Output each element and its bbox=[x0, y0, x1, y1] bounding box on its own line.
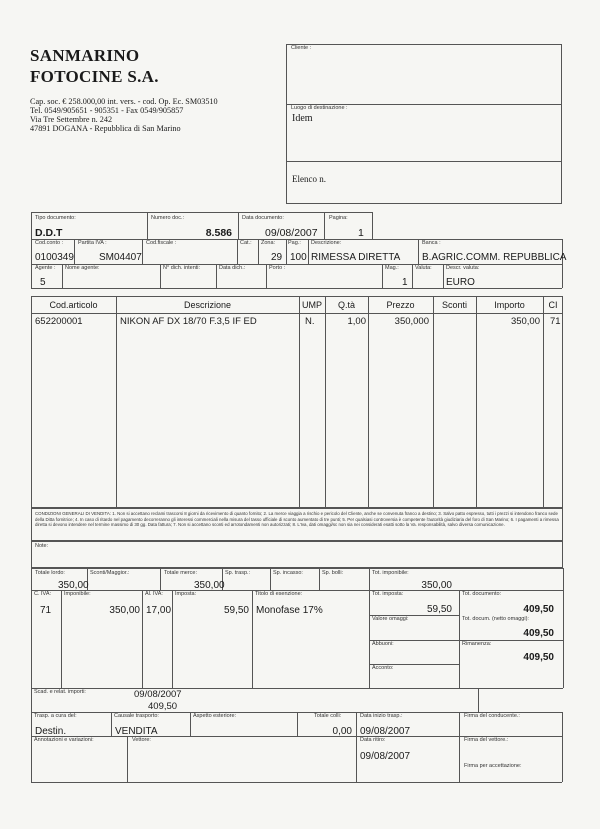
spincasso-label: Sp. incasso: bbox=[273, 570, 303, 576]
recipient-box bbox=[286, 44, 562, 204]
piva-label: Partita IVA : bbox=[78, 240, 107, 246]
pagina-value: 1 bbox=[358, 227, 364, 239]
scadenze-amount: 409,50 bbox=[148, 701, 178, 712]
header-codarticolo: Cod.articolo bbox=[49, 300, 98, 310]
banca-value: B.AGRIC.COMM. REPUBBLICA bbox=[422, 252, 567, 263]
header-qta: Q.tà bbox=[337, 300, 355, 310]
totdoc-value: 409,50 bbox=[523, 604, 554, 615]
annotazioni-label: Annotazioni e variazioni: bbox=[34, 737, 94, 743]
causale-value: VENDITA bbox=[115, 726, 158, 737]
imponibile-label: Imponibile: bbox=[64, 591, 91, 597]
company-name-line1: SANMARINO bbox=[30, 46, 140, 65]
pag-label: Pag.: bbox=[288, 240, 301, 246]
row-ci: 71 bbox=[550, 316, 561, 327]
cat-label: Cat.: bbox=[240, 240, 252, 246]
imposta-label: Imposta: bbox=[175, 591, 197, 597]
header-sconti: Sconti bbox=[441, 300, 467, 310]
imponibile-value: 350,00 bbox=[109, 605, 140, 616]
row-qta: 1,00 bbox=[347, 316, 366, 327]
codconto-label: Cod.conto : bbox=[35, 240, 64, 246]
aliva-value: 17,00 bbox=[146, 605, 172, 616]
zona-label: Zona: bbox=[261, 240, 276, 246]
trasp-label: Trasp. a cura del: bbox=[34, 713, 77, 719]
agente-value: 5 bbox=[40, 277, 46, 288]
header-prezzo: Prezzo bbox=[386, 300, 415, 310]
totlordo-label: Totale lordo: bbox=[35, 570, 65, 576]
company-info-phone: Tel. 0549/905651 - 905351 - Fax 0549/905857 bbox=[30, 106, 184, 115]
titolo-value: Monofase 17% bbox=[256, 605, 323, 616]
conducente-label: Firma del conducente.: bbox=[464, 713, 520, 719]
codconto-value: 0100349 bbox=[35, 252, 74, 263]
scadenze-date: 09/08/2007 bbox=[134, 689, 182, 700]
data-doc-value: 09/08/2007 bbox=[265, 227, 318, 239]
colli-value: 0,00 bbox=[332, 726, 352, 737]
agente-label: Agente : bbox=[35, 265, 56, 271]
pagina-label: Pagina: bbox=[329, 215, 348, 221]
causale-label: Causale trasporto: bbox=[114, 713, 159, 719]
company-name-line2: FOTOCINE S.A. bbox=[30, 67, 159, 86]
codfiscale-label: Cod.fiscale : bbox=[146, 240, 177, 246]
abbuoni-label: Abbuoni: bbox=[372, 641, 394, 647]
aspetto-label: Aspetto esteriore: bbox=[193, 713, 237, 719]
descrizione-label: Descrizione: bbox=[311, 240, 342, 246]
totdocnetto-label: Tot. docum. (netto omaggi): bbox=[462, 616, 529, 622]
sptrasp-label: Sp. trasp.: bbox=[225, 570, 251, 576]
note-box bbox=[31, 541, 563, 568]
row-ump: N. bbox=[305, 316, 315, 327]
totdoc-label: Tot. documento: bbox=[462, 591, 502, 597]
acconto-label: Acconto: bbox=[372, 665, 394, 671]
totimponibile-label: Tot. imponibile: bbox=[372, 570, 409, 576]
nomeagente-label: Nome agente: bbox=[65, 265, 100, 271]
totimponibile-value: 350,00 bbox=[421, 580, 452, 591]
inizio-value: 09/08/2007 bbox=[360, 726, 411, 737]
totlordo-value: 350,00 bbox=[58, 580, 89, 591]
company-info-city: 47891 DOGANA - Repubblica di San Marino bbox=[30, 124, 181, 133]
zona-value: 29 bbox=[271, 252, 283, 263]
sconti-maggior-label: Sconti/Maggior.: bbox=[90, 570, 130, 576]
datadich-label: Data dich.: bbox=[219, 265, 246, 271]
banca-label: Banca : bbox=[422, 240, 441, 246]
header-ump: UMP bbox=[302, 300, 322, 310]
note-label: Note: bbox=[35, 543, 49, 549]
tipo-label: Tipo documento: bbox=[35, 215, 76, 221]
colli-label: Totale colli: bbox=[314, 713, 342, 719]
row-descr: NIKON AF DX 18/70 F.3,5 IF ED bbox=[120, 316, 257, 327]
accettazione-label: Firma per accettazione: bbox=[464, 763, 522, 769]
numero-value: 8.586 bbox=[205, 227, 232, 239]
header-descrizione: Descrizione bbox=[183, 300, 232, 310]
civa-label: C. IVA: bbox=[34, 591, 52, 597]
conditions-text: CONDIZIONI GENERALI DI VENDITA: 1. Non si accettano reclami trascorsi 8 giorni da ricevimento di quanto fornito; 2. La merce viaggia a rischio e pericolo del Cliente, anche se convenuta franco a destino; 3. Salvo patto espresso, tutti i prezzi si intendono franco sede della Ditta fornitrice; 4. In caso di ritardo nel pagamento decorreranno gli interessi commerciali nella misura del tasso ufficiale di sconto aumentato di tre punti; 5. Per qualsiasi controversia è competente l'autorità giudiziaria del foro di San Marino; 6. I pagamenti a rimessa diretta si devono intendere nel termine massimo di 30 gg. Data fattura; 7. Non si accettano sconti ed arrotondamenti non autorizzati; 8. L'Iva, dati omaggi/sc non sia nei considerati esatti sotto la Va. responsabilità, salvo diversa comunicazione. bbox=[35, 511, 559, 527]
row-cod: 652200001 bbox=[35, 316, 83, 327]
rimanenza-value: 409,50 bbox=[523, 652, 554, 663]
totdocnetto-value: 409,50 bbox=[523, 628, 554, 639]
mag-value: 1 bbox=[402, 277, 408, 288]
civa-value: 71 bbox=[40, 605, 52, 616]
inizio-label: Data inizio trasp.: bbox=[360, 713, 403, 719]
luogo-value: Idem bbox=[292, 113, 313, 124]
data-doc-label: Data documento: bbox=[242, 215, 284, 221]
titolo-label: Titolo di esenzione: bbox=[255, 591, 303, 597]
dich-label: N° dich. intenti: bbox=[163, 265, 201, 271]
row-importo: 350,00 bbox=[510, 316, 540, 327]
totimposta-value: 59,50 bbox=[426, 604, 452, 615]
header-importo: Importo bbox=[494, 300, 525, 310]
porto-label: Porto : bbox=[269, 265, 286, 271]
items-table bbox=[31, 296, 563, 508]
valoreomaggi-label: Valore omaggi: bbox=[372, 616, 409, 622]
company-info-street: Via Tre Settembre n. 242 bbox=[30, 115, 113, 124]
spbolli-label: Sp. bolli: bbox=[322, 570, 344, 576]
header-ci: CI bbox=[548, 300, 558, 310]
scadenze-label: Scad. e relat. importi: bbox=[34, 689, 86, 695]
valuta-label: Valuta: bbox=[415, 265, 432, 271]
descrizione-value: RIMESSA DIRETTA bbox=[311, 252, 401, 263]
piva-value: SM04407 bbox=[99, 252, 142, 263]
ritiro-value: 09/08/2007 bbox=[360, 751, 411, 762]
totmerce-label: Totale merce: bbox=[164, 570, 198, 576]
trasp-value: Destin. bbox=[35, 726, 67, 737]
pag-value: 100 bbox=[290, 252, 307, 263]
cliente-label: Cliente : bbox=[291, 45, 312, 51]
row-prezzo: 350,000 bbox=[394, 316, 429, 327]
imposta-value: 59,50 bbox=[223, 605, 249, 616]
descrvaluta-label: Descr. valuta: bbox=[446, 265, 480, 271]
totimposta-label: Tot. imposta: bbox=[372, 591, 404, 597]
firmavettore-label: Firma del vettore.: bbox=[464, 737, 509, 743]
elenco-label: Elenco n. bbox=[292, 174, 326, 184]
luogo-label: Luogo di destinazione : bbox=[291, 105, 348, 111]
company-info-capital: Cap. soc. € 258.000,00 int. vers. - cod. Op. Ec. SM03510 bbox=[30, 97, 218, 106]
tipo-value: D.D.T bbox=[35, 227, 63, 239]
ritiro-label: Data ritiro: bbox=[360, 737, 386, 743]
descrvaluta-value: EURO bbox=[446, 277, 475, 288]
totmerce-value: 350,00 bbox=[194, 580, 225, 591]
vettore-label: Vettore: bbox=[132, 737, 151, 743]
numero-label: Numero doc.: bbox=[151, 215, 185, 221]
aliva-label: Al. IVA: bbox=[145, 591, 163, 597]
rimanenza-label: Rimanenza: bbox=[462, 641, 492, 647]
mag-label: Mag.: bbox=[385, 265, 399, 271]
